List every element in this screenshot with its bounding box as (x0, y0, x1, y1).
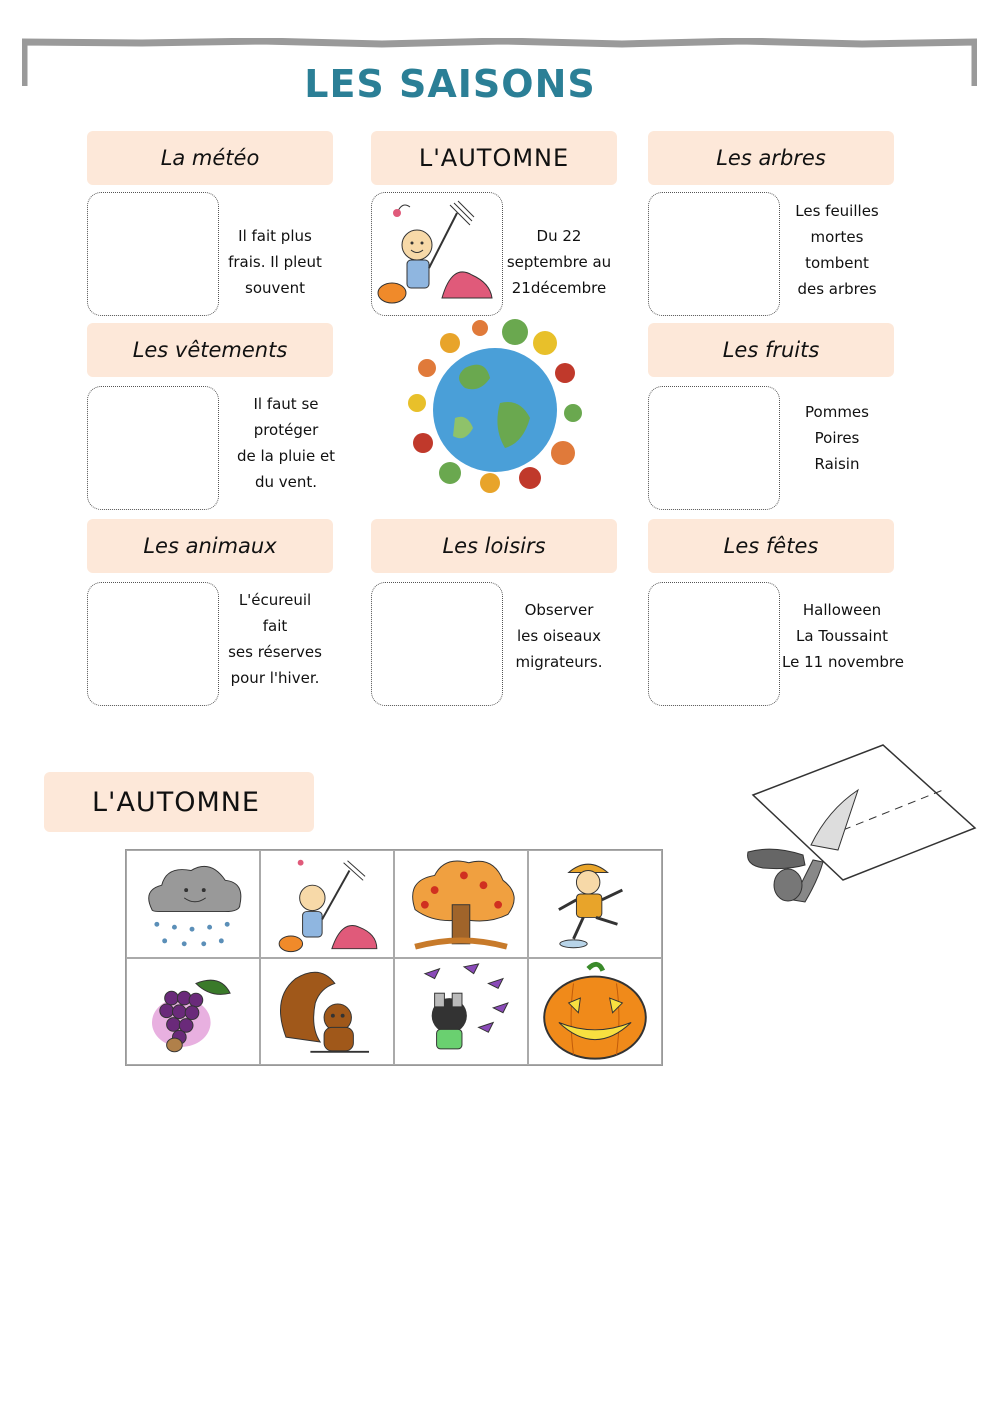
squirrel-icon (261, 959, 393, 1065)
cutout-cell[interactable] (394, 958, 528, 1066)
label-loisirs: Les loisirs (371, 519, 617, 573)
cutout-cell[interactable] (260, 850, 394, 958)
desc-automne: Du 22 septembre au 21décembre (506, 227, 612, 297)
label-fetes: Les fêtes (648, 519, 894, 573)
label-meteo: La météo (87, 131, 333, 185)
cutout-image-grid (125, 849, 663, 1066)
drop-box-meteo[interactable] (87, 192, 219, 316)
drop-box-arbres[interactable] (648, 192, 780, 316)
label-vetements: Les vêtements (87, 323, 333, 377)
drop-box-loisirs[interactable] (371, 582, 503, 706)
label-arbres: Les arbres (648, 131, 894, 185)
drop-box-fetes[interactable] (648, 582, 780, 706)
migrating-birds-icon (395, 959, 527, 1065)
scissors-cut-icon (743, 740, 983, 910)
pumpkin-icon (529, 959, 661, 1065)
label-automne: L'AUTOMNE (371, 131, 617, 185)
autumn-tree-icon (395, 851, 527, 957)
autumn-globe-illustration (405, 318, 590, 498)
desc-meteo: Il fait plus frais. Il pleut souvent (228, 227, 322, 297)
cutout-label: L'AUTOMNE (44, 772, 314, 832)
drop-box-fruits[interactable] (648, 386, 780, 510)
child-raking-leaves-icon (372, 193, 502, 315)
desc-loisirs: Observer les oiseaux migrateurs. (515, 601, 603, 671)
drop-box-animaux[interactable] (87, 582, 219, 706)
label-animaux: Les animaux (87, 519, 333, 573)
desc-vetements: Il faut se protéger de la pluie et du vent. (236, 395, 336, 491)
page-title: LES SAISONS (304, 62, 596, 106)
cutout-cell[interactable] (260, 958, 394, 1066)
cutout-cell[interactable] (528, 850, 662, 958)
grapes-icon (127, 959, 259, 1065)
cutout-cell[interactable] (126, 850, 260, 958)
child-in-rain-icon (529, 851, 661, 957)
child-raking-leaves-icon (261, 851, 393, 957)
cutout-cell[interactable] (394, 850, 528, 958)
image-box-automne (371, 192, 503, 316)
desc-fetes: Halloween La Toussaint Le 11 novembre (782, 601, 904, 671)
rain-cloud-icon (127, 851, 259, 957)
cutout-cell[interactable] (126, 958, 260, 1066)
label-fruits: Les fruits (648, 323, 894, 377)
drop-box-vetements[interactable] (87, 386, 219, 510)
desc-fruits: Pommes Poires Raisin (805, 403, 869, 473)
cutout-cell[interactable] (528, 958, 662, 1066)
desc-arbres: Les feuilles mortes tombent des arbres (795, 202, 879, 298)
desc-animaux: L'écureuil fait ses réserves pour l'hiver. (228, 591, 322, 687)
